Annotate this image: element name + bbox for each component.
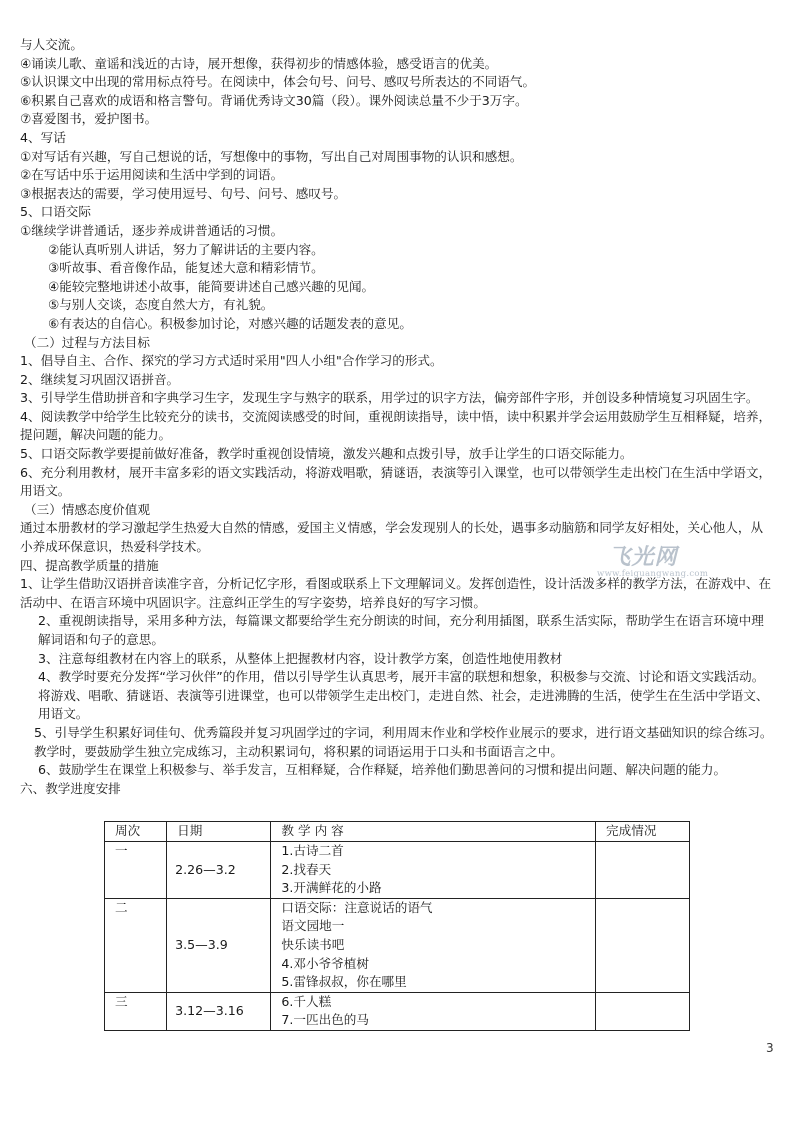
table-row [105, 898, 690, 992]
table-row [105, 992, 690, 1030]
text-line: ⑥有表达的自信心。积极参加讨论，对感兴趣的话题发表的意见。 [48, 315, 412, 331]
text-line: ③听故事、看音像作品，能复述大意和精彩情节。 [48, 260, 324, 276]
content-item: 4.邓小爷爷植树 [281, 955, 369, 971]
section-heading: 4、写话 [20, 129, 66, 145]
col-header-date: 日期 [167, 822, 271, 842]
text-paragraph: 1、让学生借助汉语拼音读准字音，分析记忆字形，看图或联系上下文理解词义。发挥创造性，设计活泼多样的教学方法，在游戏中、在活动中、在语言环境中巩固识字。注意纠正学生的写字姿势，培养良好的写字习惯。 [20, 576, 772, 610]
cell-date: 3.12—3.16 [167, 992, 271, 1030]
section-heading: （二）过程与方法目标 [24, 334, 150, 350]
text-paragraph: 2、重视朗读指导，采用多种方法，每篇课文都要给学生充分朗读的时间，充分利用插图，联系生活实际，帮助学生在语言环境中理解词语和句子的意思。 [38, 613, 764, 647]
page-number: 3 [766, 1041, 774, 1055]
text-line: ⑤与别人交谈，态度自然大方，有礼貌。 [48, 297, 274, 313]
cell-content [271, 842, 596, 899]
text-line: 3、注意每组教材在内容上的联系，从整体上把握教材内容，设计教学方案，创造性地使用教材 [38, 650, 563, 666]
cell-week: 二 [105, 898, 167, 992]
col-header-content: 教 学 内 容 [271, 822, 596, 842]
section-heading: 5、口语交际 [20, 204, 91, 220]
cell-content [271, 992, 596, 1030]
col-header-week: 周次 [105, 822, 167, 842]
cell-week: 一 [105, 842, 167, 899]
content-item: 2.找春天 [281, 861, 332, 877]
section-heading: 四、提高教学质量的措施 [20, 557, 159, 573]
text-paragraph: 3、引导学生借助拼音和字典学习生字，发现生字与熟字的联系，用学过的识字方法，偏旁部件字形，并创设多种情境复习巩固生字。 [20, 390, 759, 406]
text-line: 与人交流。 [20, 37, 83, 52]
text-line: ②在写话中乐于运用阅读和生活中学到的词语。 [20, 167, 284, 183]
text-paragraph: 4、教学时要充分发挥“学习伙伴”的作用，借以引导学生认真思考，展开丰富的联想和想象，积极参与交流、讨论和语文实践活动。将游戏、唱歌、猜谜语、表演等引进课堂，也可以带领学生走出校门，走进自然、社会，走进沸腾的生活，使学生在生活中学语文、用语文。 [38, 669, 769, 722]
text-paragraph: 4、阅读教学中给学生比较充分的读书，交流阅读感受的时间，重视朗读指导，读中悟，读中积累并学会运用鼓励学生互相释疑，培养，提问题，解决问题的能力。 [20, 408, 772, 443]
text-paragraph: 6、充分利用教材，展开丰富多彩的语文实践活动，将游戏唱歌，猜谜语，表演等引入课堂，也可以带领学生走出校门在生活中学语文，用语文。 [20, 464, 772, 499]
site-watermark [597, 544, 709, 579]
content-item: 3.开满鲜花的小路 [281, 880, 382, 896]
text-line: 5、口语交际教学要提前做好准备，教学时重视创设情境，激发兴趣和点拨引导，放手让学生的口语交际能力。 [20, 446, 633, 462]
schedule-table [104, 821, 690, 1031]
text-line: 1、倡导自主、合作、探究的学习方式适时采用"四人小组"合作学习的形式。 [20, 353, 443, 369]
content-item: 5.雷锋叔叔，你在哪里 [281, 974, 407, 990]
text-line: 2、继续复习巩固汉语拼音。 [20, 371, 180, 387]
table-header-row [105, 822, 690, 842]
text-line: ②能认真听别人讲话，努力了解讲话的主要内容。 [48, 241, 324, 257]
cell-date: 3.5—3.9 [167, 898, 271, 992]
text-line: ①继续学讲普通话，逐步养成讲普通话的习惯。 [20, 222, 284, 238]
cell-content [271, 898, 596, 992]
section-heading: 六、教学进度安排 [20, 780, 121, 796]
watermark-url: www.feiguangwang.com [597, 569, 709, 579]
content-item: 口语交际：注意说话的语气 [281, 899, 433, 915]
cell-date: 2.26—3.2 [167, 842, 271, 899]
watermark-logo-text: 飞光网 [608, 544, 678, 570]
text-line: ⑤认识课文中出现的常用标点符号。在阅读中，体会句号、问号、感叹号所表达的不同语气。 [20, 74, 536, 90]
text-line: ④能较完整地讲述小故事，能简要讲述自己感兴趣的见闻。 [48, 278, 375, 294]
col-header-status: 完成情况 [596, 822, 690, 842]
text-line: ④诵读儿歌、童谣和浅近的古诗，展开想像，获得初步的情感体验，感受语言的优美。 [20, 55, 498, 71]
text-line: ⑥积累自己喜欢的成语和格言警句。背诵优秀诗文30篇（段）。课外阅读总量不少于3万字。 [20, 92, 528, 108]
text-line: ③根据表达的需要，学习使用逗号、句号、问号、感叹号。 [20, 185, 347, 201]
table-row [105, 842, 690, 899]
cell-week: 三 [105, 992, 167, 1030]
text-line: ⑦喜爱图书，爱护图书。 [20, 111, 158, 127]
document-body [20, 36, 775, 798]
text-paragraph: 5、引导学生积累好词佳句、优秀篇段并复习巩固学过的字词，利用周末作业和学校作业展示的要求，进行语文基础知识的综合练习。教学时，要鼓励学生独立完成练习，主动积累词句，将积累的词语运用于口头和书面语言之中。 [34, 724, 773, 759]
content-item: 7.一匹出色的马 [281, 1012, 369, 1028]
cell-status [596, 842, 690, 899]
text-paragraph: 6、鼓励学生在课堂上积极参与、举手发言，互相释疑，合作释疑，培养他们勤思善问的习惯和提出问题、解决问题的能力。 [38, 762, 727, 778]
section-heading: （三）情感态度价值观 [24, 501, 150, 517]
content-item: 语文园地一 [281, 918, 345, 934]
content-item: 6.千人糕 [281, 993, 332, 1009]
text-paragraph: 通过本册教材的学习激起学生热爱大自然的情感，爱国主义情感，学会发现别人的长处，遇事多动脑筋和同学友好相处，关心他人，从小养成环保意识，热爱科学技术。 [20, 520, 764, 555]
content-item: 1.古诗二首 [281, 843, 344, 858]
text-line: ①对写话有兴趣，写自己想说的话，写想像中的事物，写出自己对周围事物的认识和感想。 [20, 148, 523, 164]
content-item: 快乐读书吧 [281, 936, 345, 952]
cell-status [596, 898, 690, 992]
cell-status [596, 992, 690, 1030]
